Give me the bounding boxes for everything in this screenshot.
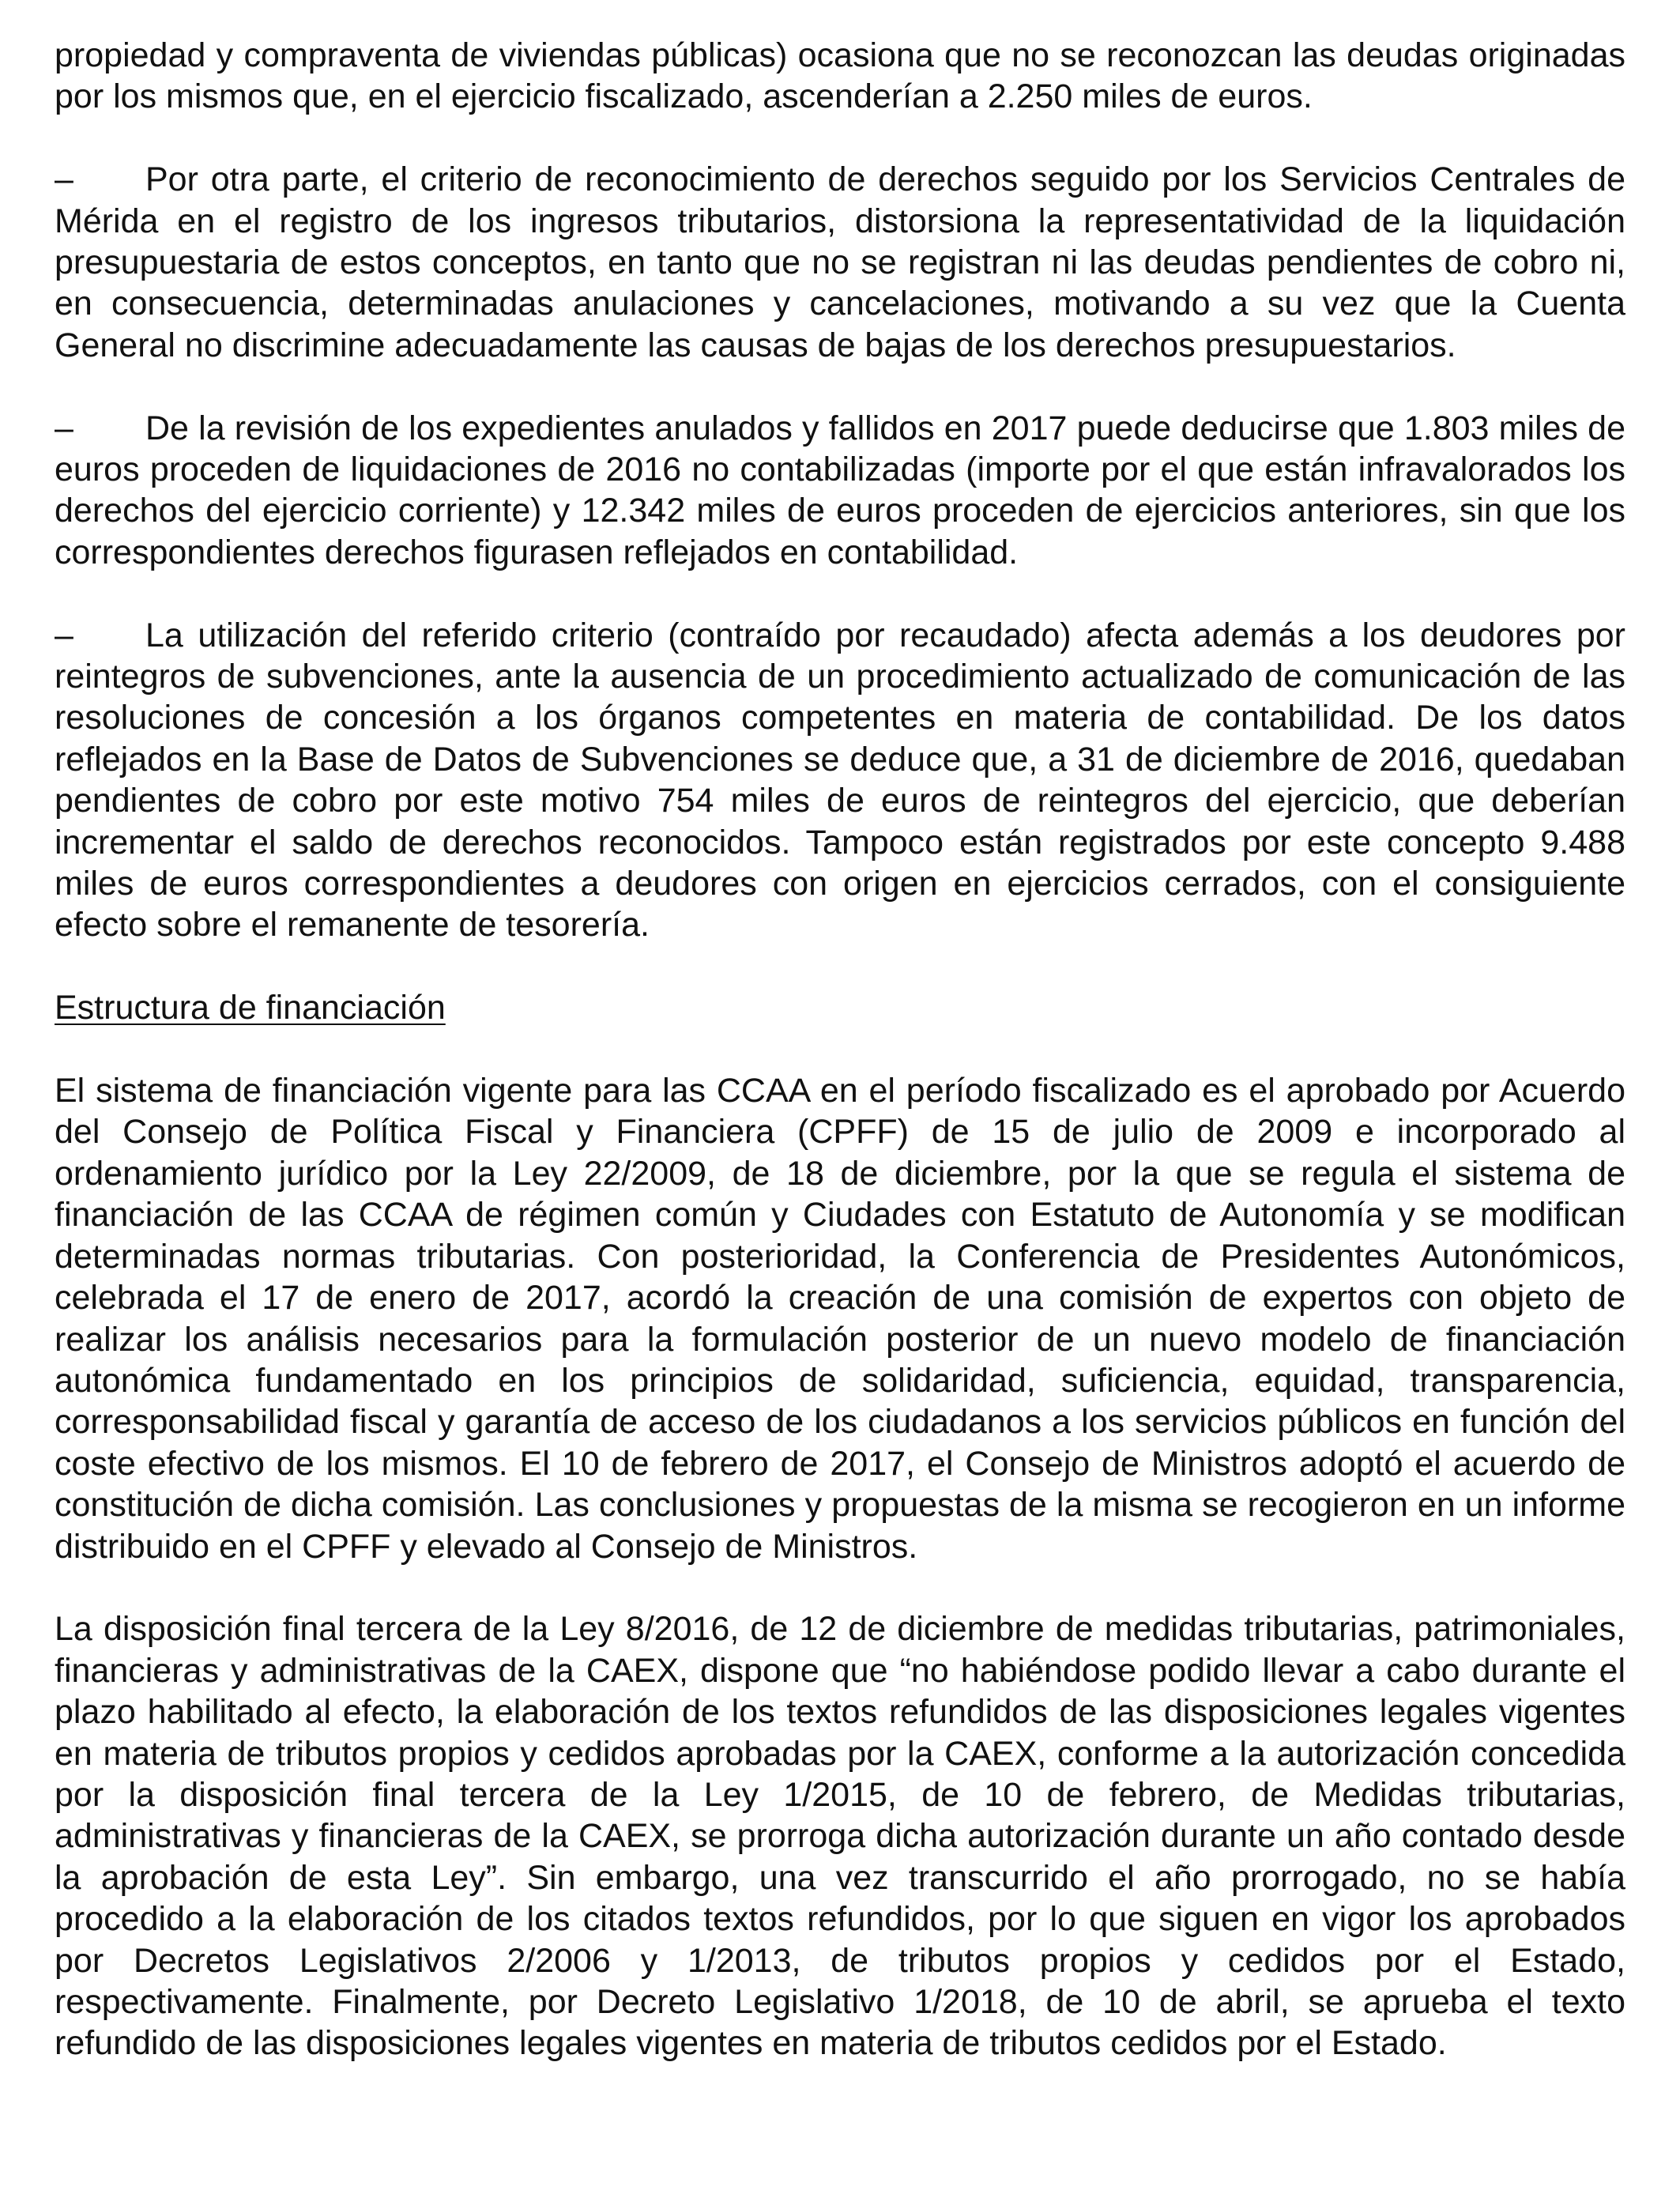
- bullet-paragraph: [55, 159, 1625, 366]
- paragraph-text: Por otra parte, el criterio de reconocimiento de derechos seguido por los Servicios Centrales de Mérida en el registro de los ingresos tributarios, distorsiona la representatividad de la liquidación presupuestaria de estos conceptos, en tanto que no se registran ni las deudas pendientes de cobro ni, en consecuencia, determinadas anulaciones y cancelaciones, motivando a su vez que la Cuenta General no discrimine adecuadamente las causas de bajas de los derechos presupuestarios.: [55, 160, 1625, 364]
- dash-bullet: –: [55, 160, 73, 199]
- dash-bullet: –: [55, 616, 73, 654]
- paragraph-continuation: [55, 35, 1625, 118]
- bullet-paragraph: [55, 408, 1625, 574]
- paragraph-text: La utilización del referido criterio (contraído por recaudado) afecta además a los deudores por reintegros de subvenciones, ante la ausencia de un procedimiento actualizado de comunicación de las resoluciones de concesión a los órganos competentes en materia de contabilidad. De los datos reflejados en la Base de Datos de Subvenciones se deduce que, a 31 de diciembre de 2016, quedaban pendientes de cobro por este motivo 754 miles de euros de reintegros del ejercicio, que deberían incrementar el saldo de derechos reconocidos. Tampoco están registrados por este concepto 9.488 miles de euros correspondientes a deudores con origen en ejercicios cerrados, con el consiguiente efecto sobre el remanente de tesorería.: [55, 616, 1625, 944]
- paragraph-text: propiedad y compraventa de viviendas públicas) ocasiona que no se reconozcan las deudas originadas por los mismos que, en el ejercicio fiscalizado, ascenderían a 2.250 miles de euros.: [55, 36, 1625, 116]
- bullet-paragraph: [55, 615, 1625, 946]
- document-page: [55, 35, 1625, 2105]
- section-heading: Estructura de financiación: [55, 989, 446, 1027]
- paragraph-text: De la revisión de los expedientes anulados y fallidos en 2017 puede deducirse que 1.803 miles de euros proceden de liquidaciones de 2016 no contabilizadas (importe por el que están infravalorados los derechos del ejercicio corriente) y 12.342 miles de euros proceden de ejercicios anteriores, sin que los correspondientes derechos figurasen reflejados en contabilidad.: [55, 409, 1625, 571]
- body-paragraph: El sistema de financiación vigente para las CCAA en el período fiscalizado es el aprobado por Acuerdo del Consejo de Política Fiscal y Financiera (CPFF) de 15 de julio de 2009 e incorporado al ordenamiento jurídico por la Ley 22/2009, de 18 de diciembre, por la que se regula el sistema de financiación de las CCAA de régimen común y Ciudades con Estatuto de Autonomía y se modifican determinadas normas tributarias. Con posterioridad, la Conferencia de Presidentes Autonómicos, celebrada el 17 de enero de 2017, acordó la creación de una comisión de expertos con objeto de realizar los análisis necesarios para la formulación posterior de un nuevo modelo de financiación autonómica fundamentado en los principios de solidaridad, suficiencia, equidad, transparencia, corresponsabilidad fiscal y garantía de acceso de los ciudadanos a los servicios públicos en función del coste efectivo de los mismos. El 10 de febrero de 2017, el Consejo de Ministros adoptó el acuerdo de constitución de dicha comisión. Las conclusiones y propuestas de la misma se recogieron en un informe distribuido en el CPFF y elevado al Consejo de Ministros.: [55, 1072, 1625, 1566]
- body-paragraph: La disposición final tercera de la Ley 8/2016, de 12 de diciembre de medidas tributarias, patrimoniales, financieras y administrativas de la CAEX, dispone que “no habiéndose podido llevar a cabo durante el plazo habilitado al efecto, la elaboración de los textos refundidos de las disposiciones legales vigentes en materia de tributos propios y cedidos aprobadas por la CAEX, conforme a la autorización concedida por la disposición final tercera de la Ley 1/2015, de 10 de febrero, de Medidas tributarias, administrativas y financieras de la CAEX, se prorroga dicha autorización durante un año contado desde la aprobación de esta Ley”. Sin embargo, una vez transcurrido el año prorrogado, no se había procedido a la elaboración de los citados textos refundidos, por lo que siguen en vigor los aprobados por Decretos Legislativos 2/2006 y 1/2013, de tributos propios y cedidos por el Estado, respectivamente. Finalmente, por Decreto Legislativo 1/2018, de 10 de abril, se aprueba el texto refundido de las disposiciones legales vigentes en materia de tributos cedidos por el Estado.: [55, 1610, 1625, 2063]
- dash-bullet: –: [55, 409, 73, 447]
